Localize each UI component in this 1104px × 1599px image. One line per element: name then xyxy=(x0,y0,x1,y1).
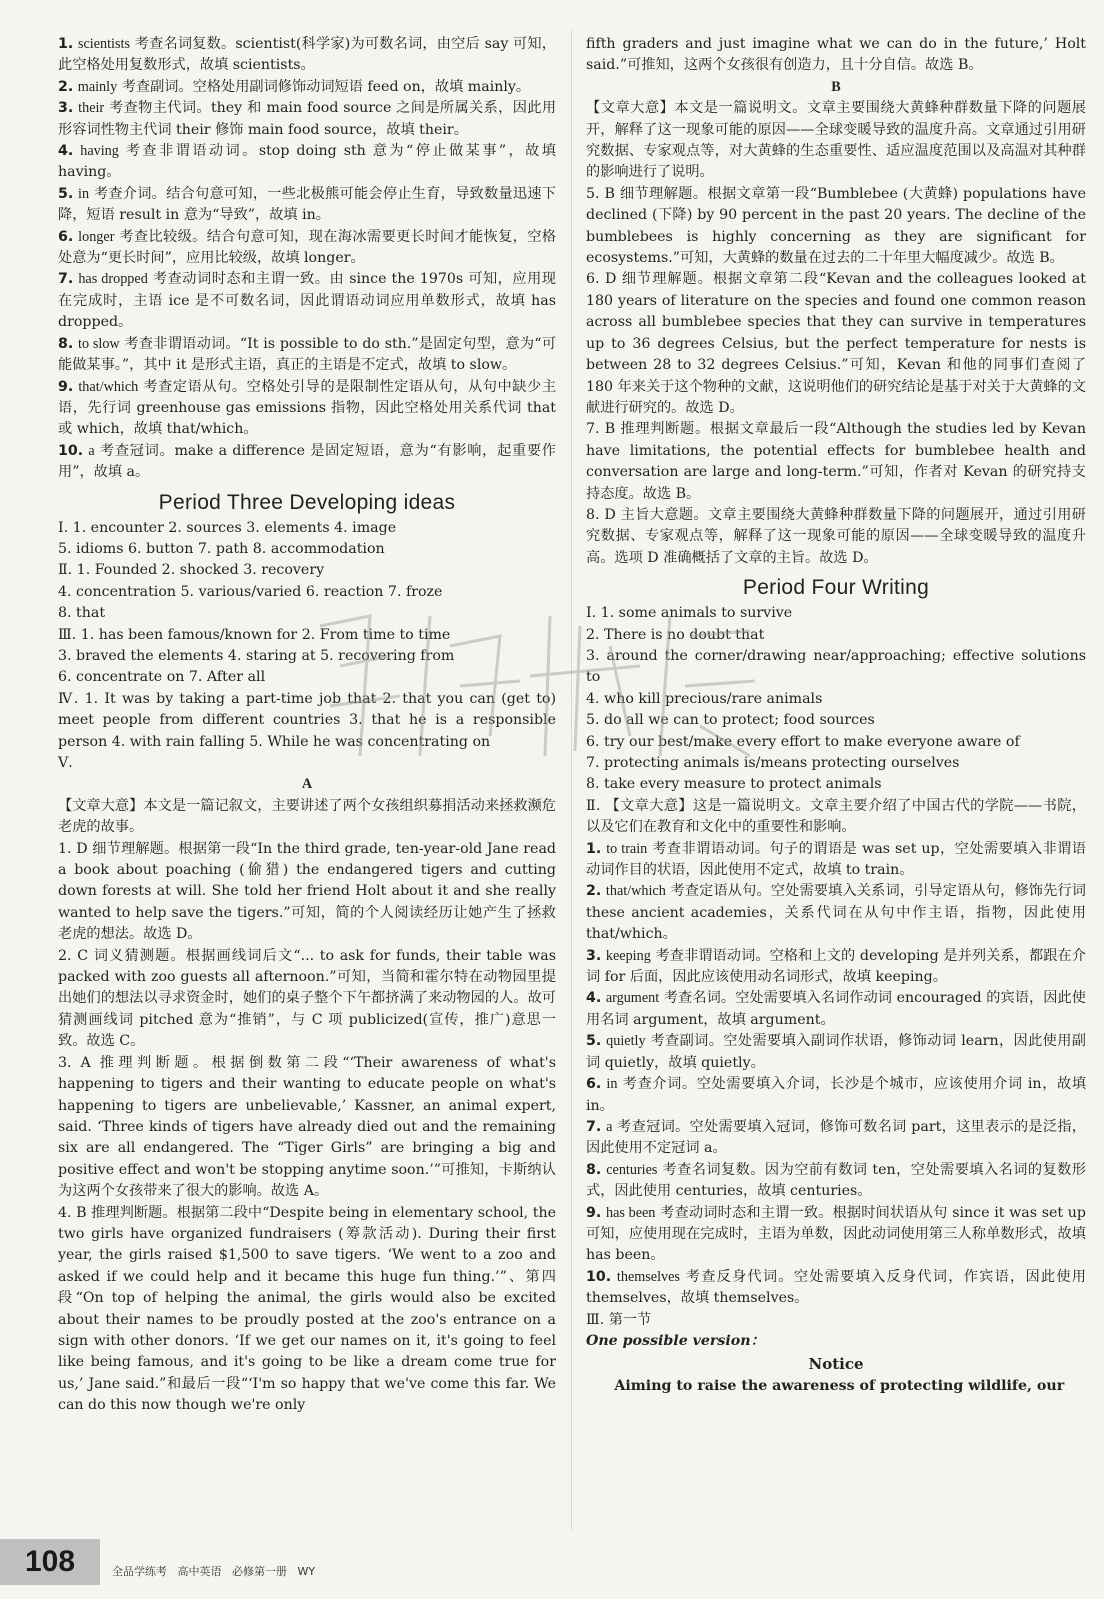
item-number: 8. xyxy=(586,1161,602,1178)
answer-line: 4. concentration 5. various/varied 6. reaction 7. froze xyxy=(58,583,443,600)
explanation: 考查比较级。结合句意可知，现在海冰需要更长时间才能恢复，空格处意为“更长时间”，应用比较级，故填 longer。 xyxy=(58,228,557,267)
answer-item xyxy=(586,1117,1086,1160)
answer-item xyxy=(586,1160,1086,1203)
answer-item xyxy=(58,98,556,141)
explanation: 考查副词。空处需要填入副词作状语，修饰动词 learn，因此使用副词 quietly，故填 quietly。 xyxy=(586,1033,1086,1071)
footer xyxy=(0,1539,1104,1599)
answer-word: scientists xyxy=(77,36,130,52)
explanation: 考查动词时态和主谓一致。根据时间状语从句 since it was set up 可知，应使用现在完成时，主语为单数，因此动词使用第三人称单数形式，故填 has been。 xyxy=(586,1204,1087,1264)
answer-line: 5. idioms 6. button 7. path 8. accommodation xyxy=(58,540,385,557)
answer-word: having xyxy=(80,143,119,160)
period-four-summary: Ⅱ. 【文章大意】这是一篇说明文。文章主要介绍了中国古代的学院——书院，以及它们在教育和文化中的重要性和影响。 xyxy=(586,797,1086,836)
footer-text xyxy=(112,1563,315,1579)
item-number: 5. xyxy=(586,1033,602,1050)
explanation: 考查动词时态和主谓一致。由 since the 1970s 可知，应用现在完成时，主语 ice 是不可数名词，因此谓语动词应用单数形式，故填 has dropped。 xyxy=(58,271,556,331)
period-four-part2 xyxy=(586,839,1086,1310)
answer-line: 5. do all we can to protect; food sources xyxy=(586,712,875,729)
answer-item xyxy=(58,377,556,441)
question-explanation: 1. D 细节理解题。根据第一段“In the third grade, ten-year-old Jane read a book about poaching (偷猎) the endangered tigers and cutting down forests at will. She told her friend Holt about it and she really wanted to help save the tigers.”可知，简的个人阅读经历让她产生了拯救老虎的想法。故选 D。 xyxy=(58,840,556,943)
answer-line: 7. protecting animals is/means protecting ourselves xyxy=(586,755,960,771)
section-a-summary: 【文章大意】本文是一篇记叙文，主要讲述了两个女孩组织募捐活动来拯救濒危老虎的故事。 xyxy=(58,797,556,836)
answer-item xyxy=(586,1031,1086,1074)
explanation: 考查名词复数。因为空前有数词 ten，空处需要填入名词的复数形式，因此使用 centuries，故填 centuries。 xyxy=(586,1161,1086,1200)
question-explanation: 7. B 推理判断题。根据文章最后一段“Although the studies led by Kevan have limitations, the potential effects for bumblebee health and conversation are large and long-term.”可知，作者对 Kevan 的研究持支持态度。故选 B。 xyxy=(586,421,1086,502)
page-number: 108 xyxy=(0,1539,100,1585)
item-number: 7. xyxy=(586,1118,602,1135)
answer-word: centuries xyxy=(606,1161,658,1178)
answer-word: themselves xyxy=(616,1268,680,1285)
answer-item xyxy=(586,839,1086,882)
explanation: 考查非谓语动词。空格和上文的 developing 是并列关系，都跟在介词 for 后面，因此应该使用动名词形式，故填 keeping。 xyxy=(586,947,1086,986)
item-number: 4. xyxy=(586,990,602,1007)
explanation: 考查非谓语动词。stop doing sth 意为“停止做某事”，故填 having。 xyxy=(58,143,556,181)
question-explanation: 8. D 主旨大意题。文章主要围绕大黄蜂种群数量下降的问题展开，通过引用研究数据、专家观点等，解释了这一现象可能的原因——全球变暖导致的温度升高。选项 D 准确概括了文章的主旨。故选 D。 xyxy=(586,506,1086,566)
question-explanation: 5. B 细节理解题。根据文章第一段“Bumblebee (大黄蜂) populations have declined (下降) by 90 percent in the past 20 years. The decline of the bumblebees is highly concerning as they are significant for ecosystems.”可知，大黄蜂的数量在过去的二十年里大幅度减少。故选 B。 xyxy=(586,185,1086,267)
subject-name: 高中英语 xyxy=(177,1565,222,1578)
possible-version-label: One possible version： xyxy=(586,1332,765,1349)
item-number: 10. xyxy=(586,1268,612,1285)
answer-item xyxy=(58,141,556,184)
answer-line: 8. that xyxy=(58,605,106,622)
answer-word: longer xyxy=(78,228,115,245)
answer-word: quietly xyxy=(606,1033,646,1050)
item-number: 2. xyxy=(58,78,74,95)
item-number: 6. xyxy=(586,1076,602,1093)
notice-title: Notice xyxy=(808,1355,864,1374)
column-divider xyxy=(571,30,572,1530)
explanation: 考查介词。空处需要填入介词，长沙是个城市，应该使用介词 in，故填 in。 xyxy=(586,1076,1087,1114)
item-number: 3. xyxy=(586,947,602,964)
item-number: 5. xyxy=(58,185,74,202)
explanation: 考查冠词。make a difference 是固定短语，意为“有影响，起重要作用”，故填 a。 xyxy=(58,442,556,481)
answer-line: 3. braved the elements 4. staring at 5. recovering from xyxy=(58,647,455,664)
item-number: 1. xyxy=(58,36,74,52)
explanation: 考查反身代词。空处需要填入反身代词，作宾语，因此使用 themselves，故填 themselves。 xyxy=(586,1268,1086,1307)
explanation: 考查名词。空处需要填入名词作动词 encouraged 的宾语，因此使用名词 argument，故填 argument。 xyxy=(586,990,1086,1028)
question-explanation: 2. C 词义猜测题。根据画线词后文“... to ask for funds, their table was packed with zoo guests all afternoon.”可知，当简和霍尔特在动物园里提出她们的想法以寻求资金时，她们的桌子整个下午都挤满了来动物园的人。故可猜测画线词 pitched 意为“推销”，与 C 项 publicized(宣传，推广)意思一致。故选 C。 xyxy=(58,947,556,1050)
answer-line: Ⅰ. 1. encounter 2. sources 3. elements 4. image xyxy=(58,519,397,536)
explanation: 考查定语从句。空处需要填入关系词，引导定语从句，修饰先行词 these ancient academies，关系代词在从句中作主语，指物，因此使用 that/which。 xyxy=(586,883,1086,943)
answer-line: Ⅴ. xyxy=(58,755,73,771)
explanation: 考查名词复数。scientist(科学家)为可数名词，由空后 say 可知，此空格处用复数形式，故填 scientists。 xyxy=(58,36,556,74)
answer-item xyxy=(58,34,556,77)
answer-word: keeping xyxy=(605,947,651,964)
right-column xyxy=(586,34,1086,1397)
answer-item xyxy=(58,269,556,333)
book-name: 必修第一册 xyxy=(232,1565,287,1578)
answer-word: their xyxy=(78,100,105,117)
answer-word: a xyxy=(88,442,95,459)
item-number: 6. xyxy=(58,228,74,245)
answer-word: that/which xyxy=(78,378,139,395)
answer-line: Ⅲ. 1. has been famous/known for 2. From time to time xyxy=(58,626,451,643)
answer-word: in xyxy=(78,185,90,202)
answer-line: Ⅳ. 1. It was by taking a part-time job that 2. that you can (get to) meet people from different countries 3. that he is a responsible person 4. with rain falling 5. While he was concentrating on xyxy=(58,690,556,750)
edition-name: WY xyxy=(297,1565,316,1578)
answer-line: Ⅱ. 1. Founded 2. shocked 3. recovery xyxy=(58,562,325,579)
part-three-label: Ⅲ. 第一节 xyxy=(586,1311,652,1328)
explanation: 考查非谓语动词。“It is possible to do sth.”是固定句型，意为“可能做某事。”，其中 it 是形式主语，真正的主语是不定式，故填 to slow。 xyxy=(58,335,557,374)
notice-body: Aiming to raise the awareness of protecting wildlife, our xyxy=(614,1377,1065,1394)
answer-word: a xyxy=(606,1118,613,1135)
answer-item xyxy=(586,1203,1086,1267)
answer-word: has been xyxy=(605,1204,656,1221)
answer-line: 6. try our best/make every effort to make everyone aware of xyxy=(586,733,1020,750)
answer-item xyxy=(586,988,1086,1031)
answer-item xyxy=(586,881,1086,945)
item-number: 2. xyxy=(586,883,602,900)
section-a-answers xyxy=(58,839,556,1417)
answer-word: argument xyxy=(605,990,660,1007)
answer-line: 8. take every measure to protect animals xyxy=(586,776,882,793)
answer-item xyxy=(58,334,556,377)
answer-line: 2. There is no doubt that xyxy=(586,626,765,643)
answer-item xyxy=(58,441,556,484)
answer-line: Ⅰ. 1. some animals to survive xyxy=(586,605,793,622)
period-four-part1 xyxy=(586,603,1086,796)
answer-word: has dropped xyxy=(78,271,148,288)
answer-item xyxy=(586,946,1086,989)
continued-text: fifth graders and just imagine what we can do in the future,’ Holt said.”可推知，这两个女孩很有创造力，且十分自信。故选 B。 xyxy=(586,36,1086,74)
series-name: 全品学练考 xyxy=(112,1565,167,1578)
answer-word: to train xyxy=(606,840,648,857)
answer-word: in xyxy=(606,1076,618,1093)
item-number: 1. xyxy=(586,840,602,857)
answer-line: 4. who kill precious/rare animals xyxy=(586,690,823,707)
explanation: 考查副词。空格处用副词修饰动词短语 feed on，故填 mainly。 xyxy=(121,78,531,95)
answer-item xyxy=(586,1267,1086,1310)
section-b-summary: 【文章大意】本文是一篇说明文。文章主要围绕大黄蜂种群数量下降的问题展开，解释了这一现象可能的原因——全球变暖导致的温度升高。文章通过引用研究数据、专家观点等，对大黄蜂的生态重要性、适应温度范围以及高温对其种群的影响进行了说明。 xyxy=(586,100,1086,181)
item-number: 3. xyxy=(58,100,74,117)
period-three-heading: Period Three Developing ideas xyxy=(158,490,456,514)
section-b-answers xyxy=(586,184,1086,569)
item-number: 10. xyxy=(58,442,84,459)
item-number: 9. xyxy=(586,1204,602,1221)
section-b-label: B xyxy=(831,78,841,95)
explanation: 考查物主代词。they 和 main food source 之间是所属关系，因此用形容词性物主代词 their 修饰 main food source，故填 their。 xyxy=(58,100,557,138)
explanation: 考查定语从句。空格处引导的是限制性定语从句，从句中缺少主语，先行词 greenhouse gas emissions 指物，因此空格处用关系代词 that 或 which，故填 that/which。 xyxy=(58,378,557,438)
answer-item xyxy=(58,77,556,98)
question-explanation: 4. B 推理判断题。根据第二段中“Despite being in elementary school, the two girls have organized fundraisers (筹款活动). During their first year, the girls raised $1,500 to save tigers. ‘We went to a zoo and asked if we could help and it became this huge fun thing.’”、第四段“On top of helping the animal, the girls would also be excited about their names to be proudly posted at the zoo's entrance on a sign with other donors. ‘If we get our names on it, it's going to feel like being famous, and it's going to be like a dream come true for us,’ Jane said.”和最后一段“‘I'm so happy that we've come this far. We can do this now though we're only xyxy=(58,1204,556,1414)
period-three-answers xyxy=(58,518,556,775)
answer-word: mainly xyxy=(77,78,118,95)
explanation: 考查介词。结合句意可知，一些北极熊可能会停止生育，导致数量迅速下降，短语 result in 意为“导致”，故填 in。 xyxy=(58,185,556,224)
answer-line: 3. around the corner/drawing near/approaching; effective solutions to xyxy=(586,647,1086,686)
item-number: 4. xyxy=(58,143,74,160)
period-four-heading: Period Four Writing xyxy=(742,576,930,600)
question-explanation: 3. A 推理判断题。根据倒数第二段“‘Their awareness of what's happening to tigers and their wanting to educate people on what's happening to tigers are unbelievable,’ Kassner, an animal expert, said. ‘Three kinds of tigers have already died out and the remaining six are all endangered. The “Tiger Girls” are bringing a big and positive effect and won't be stopping anytime soon.’”可推知，卡斯纳认为这两个女孩带来了很大的影响。故选 A。 xyxy=(58,1054,556,1200)
item-number: 8. xyxy=(58,335,74,352)
question-explanation: 6. D 细节理解题。根据文章第二段“Kevan and the colleagues looked at 180 years of literature on the species and found one common reason across all bumblebee species that they can survive in temperatures up to 36 degrees Celsius, but the perfect temperature for nests is between 28 to 32 degrees Celsius.”可知，Kevan 和他的同事们查阅了 180 年来关于这个物种的文献，这说明他们的研究结论是基于对关于大黄蜂的文献进行研究的。故选 D。 xyxy=(586,271,1086,416)
item-number: 7. xyxy=(58,271,74,288)
explanation: 考查非谓语动词。句子的谓语是 was set up，空处需要填入非谓语动词作目的状语，因此使用不定式，故填 to train。 xyxy=(586,840,1086,879)
answer-line: 6. concentrate on 7. After all xyxy=(58,669,266,686)
answer-item xyxy=(58,184,556,227)
answer-item xyxy=(586,1074,1086,1117)
explanation: 考查冠词。空处需要填入冠词，修饰可数名词 part，这里表示的是泛指，因此使用不定冠词 a。 xyxy=(586,1118,1086,1157)
answer-word: that/which xyxy=(605,883,666,900)
section-a-label: A xyxy=(301,776,313,793)
item-number: 9. xyxy=(58,378,74,395)
left-column xyxy=(58,34,556,1417)
answer-item xyxy=(58,227,556,270)
answer-word: to slow xyxy=(78,335,120,352)
answer-list-part1 xyxy=(58,34,556,484)
